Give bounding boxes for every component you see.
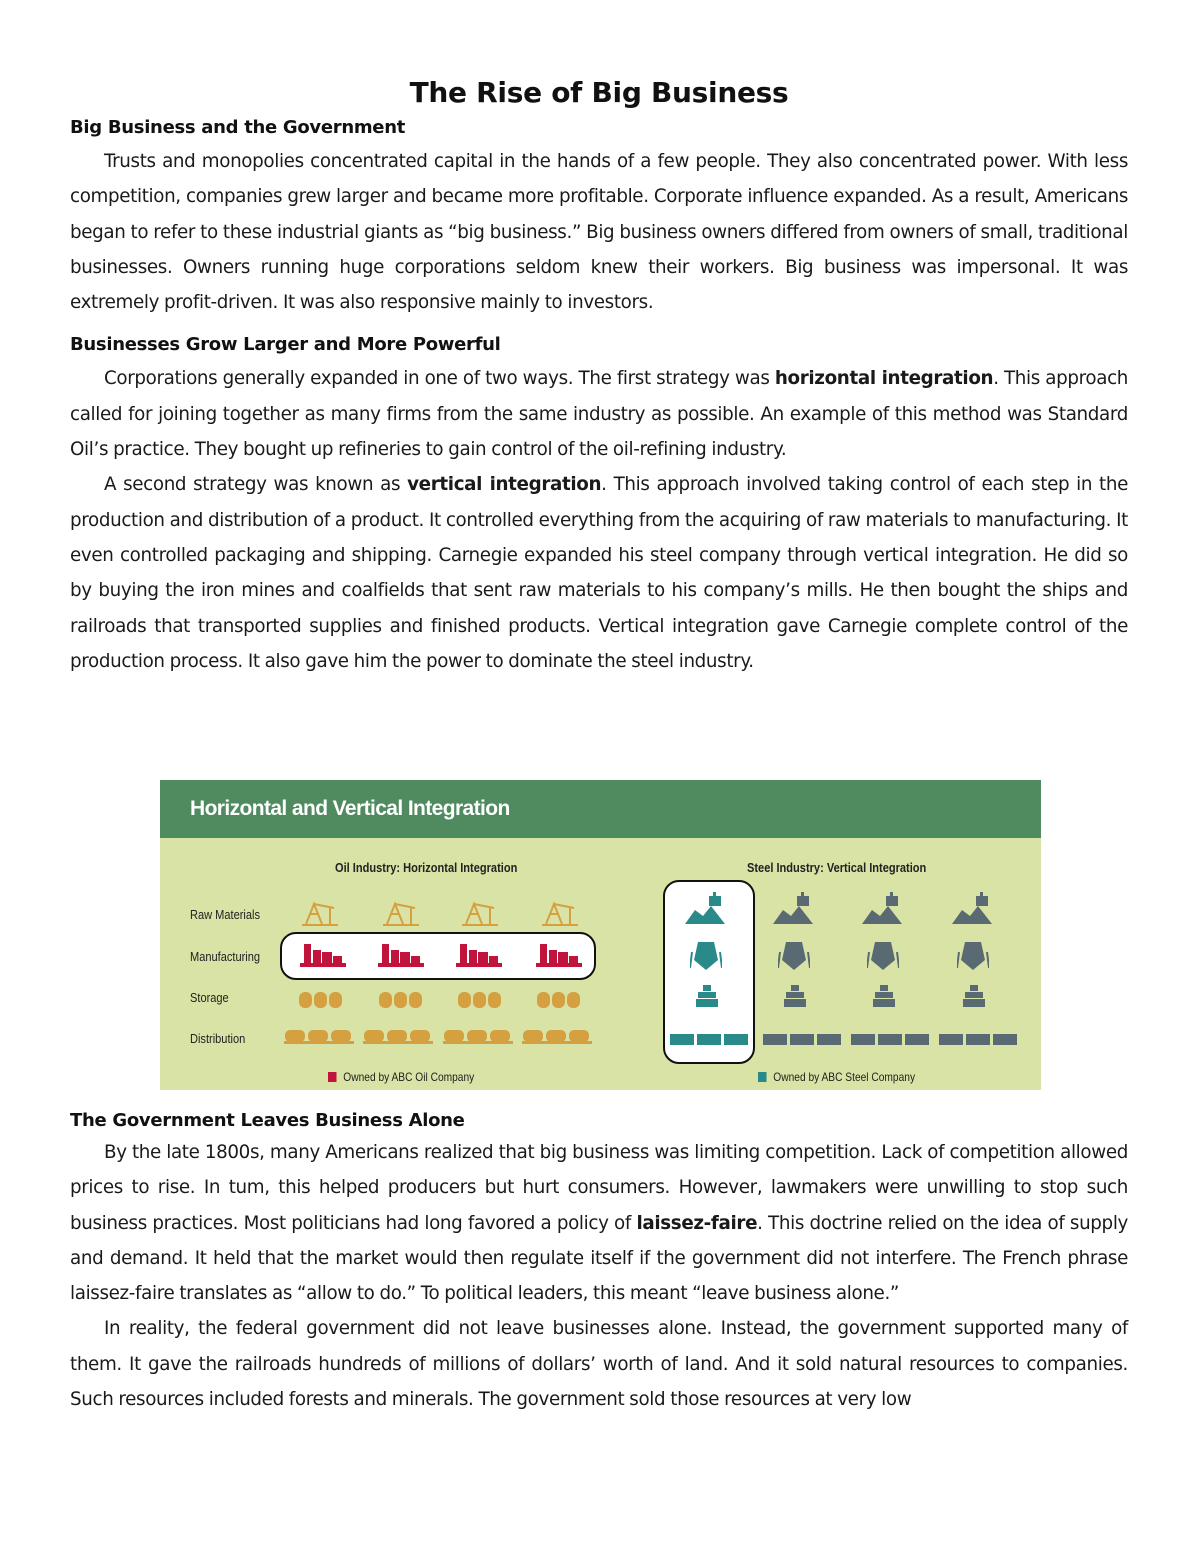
oil-storage-tanks-icon (378, 986, 424, 1010)
oil-storage-tanks-icon (536, 986, 582, 1010)
iron-mine-icon (952, 892, 996, 926)
term-laissez-faire: laissez-faire (636, 1212, 758, 1234)
rail-cars-icon (669, 1032, 749, 1048)
legend-steel-label: Owned by ABC Steel Company (773, 1070, 916, 1084)
document-page (70, 72, 1128, 679)
paragraph-4 (70, 1135, 1128, 1311)
row-label-raw-materials: Raw Materials (190, 907, 261, 922)
term-horizontal-integration: horizontal integration (774, 368, 994, 390)
paragraph-3-start: A second strategy was known as (104, 474, 408, 496)
paragraph-4-end: . This doctrine relied on the idea of supply and demand. It held that the market would then regulate itself if the government did not interfere. The French phrase laissez-faire translates as “allow to do.” To political leaders, this meant “leave business alone.” (70, 1212, 1129, 1305)
oil-subtitle: Oil Industry: Horizontal Integration (335, 860, 518, 875)
oil-tank-cars-icon (284, 1026, 354, 1048)
legend-oil-label: Owned by ABC Oil Company (343, 1070, 475, 1084)
oil-tank-cars-icon (522, 1026, 592, 1048)
legend-oil-swatch (328, 1072, 337, 1082)
steel-ladle-icon (867, 938, 899, 974)
section-heading-1: Big Business and the Government (70, 117, 406, 138)
oil-refinery-icon (456, 940, 502, 968)
term-vertical-integration: vertical integration (407, 474, 602, 496)
oil-derrick-icon (381, 898, 421, 928)
legend-oil (328, 1070, 474, 1084)
steel-warehouse-icon (696, 985, 718, 1009)
rail-cars-icon (850, 1032, 930, 1048)
paragraph-2-end: . This approach called for joining together as many firms from the same industry as possible. An example of this method was Standard Oil’s practice. They bought up refineries to gain control of the oil-refining industry. (70, 368, 1129, 461)
steel-warehouse-icon (963, 985, 985, 1009)
iron-mine-icon (773, 892, 817, 926)
paragraph-3 (70, 467, 1128, 679)
rail-cars-icon (938, 1032, 1018, 1048)
row-label-storage: Storage (190, 990, 229, 1005)
legend-steel-swatch (758, 1072, 767, 1082)
paragraph-1: Trusts and monopolies concentrated capital in the hands of a few people. They also concentrated power. With less competition, companies grew larger and became more profitable. Corporate influence expanded. As a result, Americans began to refer to these industrial giants as “big business.” Big business owners differed from owners of small, traditional businesses. Owners running huge corporations seldom knew their workers. Big business was impersonal. It was extremely profit-driven. It was also responsive mainly to investors. (70, 151, 1128, 314)
paragraph-2-start: Corporations generally expanded in one of two ways. The first strategy was (104, 368, 775, 390)
oil-derrick-icon (300, 898, 340, 928)
section-heading-2: Businesses Grow Larger and More Powerful (70, 334, 501, 356)
paragraph-4-start: By the late 1800s, many Americans realized that big business was limiting competition. Lack of competition allowed prices to rise. In tum, this helped producers but hurt consumers. However, lawmakers were unwilling to stop such business practices. Most politicians had long favored a policy of (70, 1142, 1128, 1234)
page-title: The Rise of Big Business (409, 76, 789, 109)
oil-derrick-icon (460, 898, 500, 928)
figure-title: Horizontal and Vertical Integration (160, 780, 1041, 838)
document-page-continued (70, 1110, 1128, 1417)
steel-ladle-icon (690, 938, 722, 974)
row-label-manufacturing: Manufacturing (190, 949, 261, 964)
steel-warehouse-icon (784, 985, 806, 1009)
rail-cars-icon (762, 1032, 842, 1048)
steel-subtitle: Steel Industry: Vertical Integration (747, 860, 927, 875)
section-heading-3: The Government Leaves Business Alone (70, 1110, 465, 1131)
iron-mine-icon (685, 892, 729, 926)
oil-storage-tanks-icon (457, 986, 503, 1010)
paragraph-2 (70, 361, 1128, 467)
oil-tank-cars-icon (443, 1026, 513, 1048)
iron-mine-icon (862, 892, 906, 926)
steel-ladle-icon (778, 938, 810, 974)
integration-figure (158, 780, 1041, 1090)
paragraph-5: In reality, the federal government did not leave businesses alone. Instead, the government supported many of them. It gave the railroads hundreds of millions of dollars’ worth of land. And it sold natural resources to companies. Such resources included forests and minerals. The government sold those resources at very low (70, 1318, 1128, 1411)
oil-derrick-icon (540, 898, 580, 928)
oil-refinery-icon (378, 940, 424, 968)
oil-tank-cars-icon (363, 1026, 433, 1048)
oil-refinery-icon (300, 940, 346, 968)
oil-refinery-icon (536, 940, 582, 968)
legend-steel (758, 1070, 915, 1084)
paragraph-3-end: . This approach involved taking control of each step in the production and distribution of a product. It controlled everything from the acquiring of raw materials to manufacturing. It even controlled packaging and shipping. Carnegie expanded his steel company through vertical integration. He did so by buying the iron mines and coalfields that sent raw materials to his company’s mills. He then bought the ships and railroads that transported supplies and finished products. Vertical integration gave Carnegie complete control of the production process. It also gave him the power to dominate the steel industry. (70, 474, 1128, 672)
steel-ladle-icon (957, 938, 989, 974)
steel-warehouse-icon (873, 985, 895, 1009)
oil-storage-tanks-icon (298, 986, 344, 1010)
row-label-distribution: Distribution (190, 1031, 246, 1046)
